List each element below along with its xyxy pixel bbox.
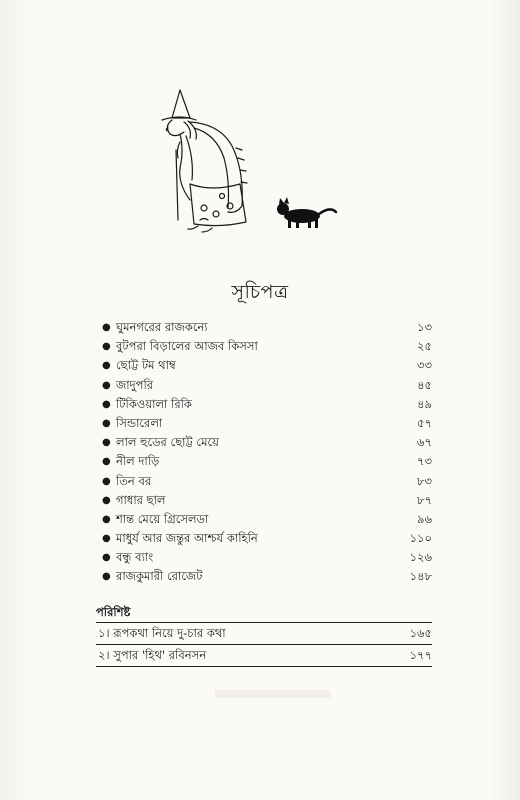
toc-entry[interactable] bbox=[102, 376, 432, 395]
appendix-list bbox=[96, 622, 432, 667]
toc-entry[interactable] bbox=[102, 452, 432, 471]
bullet-icon: ● bbox=[102, 533, 111, 545]
toc-entry-page: ৮৩ bbox=[417, 473, 432, 488]
toc-entry-page: ১১০ bbox=[409, 531, 432, 546]
toc-entry-page: ৫৭ bbox=[417, 415, 432, 430]
witch-and-cat-illustration bbox=[150, 88, 340, 238]
toc-entry-title: ছোট্ট টম থাম্ব bbox=[116, 358, 176, 373]
bullet-icon: ● bbox=[102, 571, 111, 583]
toc-entry-title: টিকিওয়ালা রিকি bbox=[116, 396, 192, 411]
appendix-entry[interactable] bbox=[96, 622, 432, 645]
appendix-entry-title: ২। সুপার 'হিথ' রবিনসন bbox=[98, 648, 207, 662]
appendix-title: পরিশিষ্ট bbox=[96, 605, 131, 619]
bullet-icon: ● bbox=[102, 341, 111, 353]
appendix-entry-title: ১। রূপকথা নিয়ে দু-চার কথা bbox=[98, 626, 226, 640]
faint-bleed-through bbox=[215, 690, 330, 698]
bullet-icon: ● bbox=[102, 322, 111, 333]
bullet-icon: ● bbox=[102, 456, 111, 468]
toc-entry-title: তিন বর bbox=[116, 473, 152, 488]
toc-entry-page: ১৩ bbox=[417, 320, 432, 334]
bullet-icon: ● bbox=[102, 379, 111, 391]
bullet-icon: ● bbox=[102, 360, 111, 372]
toc-entry-page: ৭৩ bbox=[417, 454, 432, 469]
toc-entry[interactable] bbox=[102, 414, 432, 433]
appendix-entry-page: ১৬৫ bbox=[409, 626, 432, 640]
toc-entry-title: মাধুর্য আর জন্তুর আশ্চর্য কাহিনি bbox=[116, 531, 258, 546]
toc-entry-title: শান্ত মেয়ে গ্রিসেলডা bbox=[116, 511, 209, 526]
toc-entry-page: ৯৬ bbox=[417, 511, 432, 526]
toc-entry-title: ঘুমনগরের রাজকন্যে bbox=[116, 320, 208, 334]
toc-entry-title: গাধার ছাল bbox=[116, 492, 166, 507]
bullet-icon: ● bbox=[102, 552, 111, 564]
bullet-icon: ● bbox=[102, 475, 111, 487]
toc-entry-page: ৪৫ bbox=[417, 377, 432, 392]
toc-list bbox=[102, 318, 432, 587]
toc-entry[interactable] bbox=[102, 318, 432, 337]
toc-entry-page: ৪৯ bbox=[417, 396, 432, 411]
toc-entry-page: ২৫ bbox=[417, 339, 432, 354]
toc-entry[interactable] bbox=[102, 529, 432, 548]
bullet-icon: ● bbox=[102, 398, 111, 410]
toc-entry[interactable] bbox=[102, 433, 432, 452]
toc-title: সূচিপত্র bbox=[231, 281, 289, 303]
toc-entry-title: লাল হুডের ছোট্ট মেয়ে bbox=[116, 435, 219, 450]
toc-entry-page: ১২৬ bbox=[409, 550, 432, 565]
toc-entry-page: ৩৩ bbox=[417, 358, 432, 373]
toc-entry-title: বন্ধু ব্যাং bbox=[116, 550, 154, 565]
toc-entry-page: ১৪৮ bbox=[409, 569, 432, 584]
toc-entry[interactable] bbox=[102, 337, 432, 356]
bullet-icon: ● bbox=[102, 437, 111, 449]
bullet-icon: ● bbox=[102, 513, 111, 525]
toc-entry[interactable] bbox=[102, 472, 432, 491]
bullet-icon: ● bbox=[102, 417, 111, 429]
toc-entry[interactable] bbox=[102, 548, 432, 567]
toc-entry[interactable] bbox=[102, 510, 432, 529]
bullet-icon: ● bbox=[102, 494, 111, 506]
toc-entry-title: বুটপরা বিড়ালের আজব কিসসা bbox=[116, 339, 258, 354]
toc-entry[interactable] bbox=[102, 356, 432, 375]
toc-entry[interactable] bbox=[102, 567, 432, 586]
toc-entry-title: রাজকুমারী রোজেট bbox=[116, 569, 203, 584]
toc-entry-page: ৮৭ bbox=[417, 492, 432, 507]
appendix-entry[interactable] bbox=[96, 645, 432, 667]
toc-entry[interactable] bbox=[102, 395, 432, 414]
toc-entry-title: সিন্ডারেলা bbox=[116, 415, 163, 430]
toc-entry-page: ৬৭ bbox=[417, 435, 432, 450]
toc-entry[interactable] bbox=[102, 491, 432, 510]
toc-entry-title: নীল দাড়ি bbox=[116, 454, 160, 469]
toc-entry-title: জাদুপরি bbox=[116, 377, 154, 392]
appendix-entry-page: ১৭৭ bbox=[409, 648, 432, 662]
